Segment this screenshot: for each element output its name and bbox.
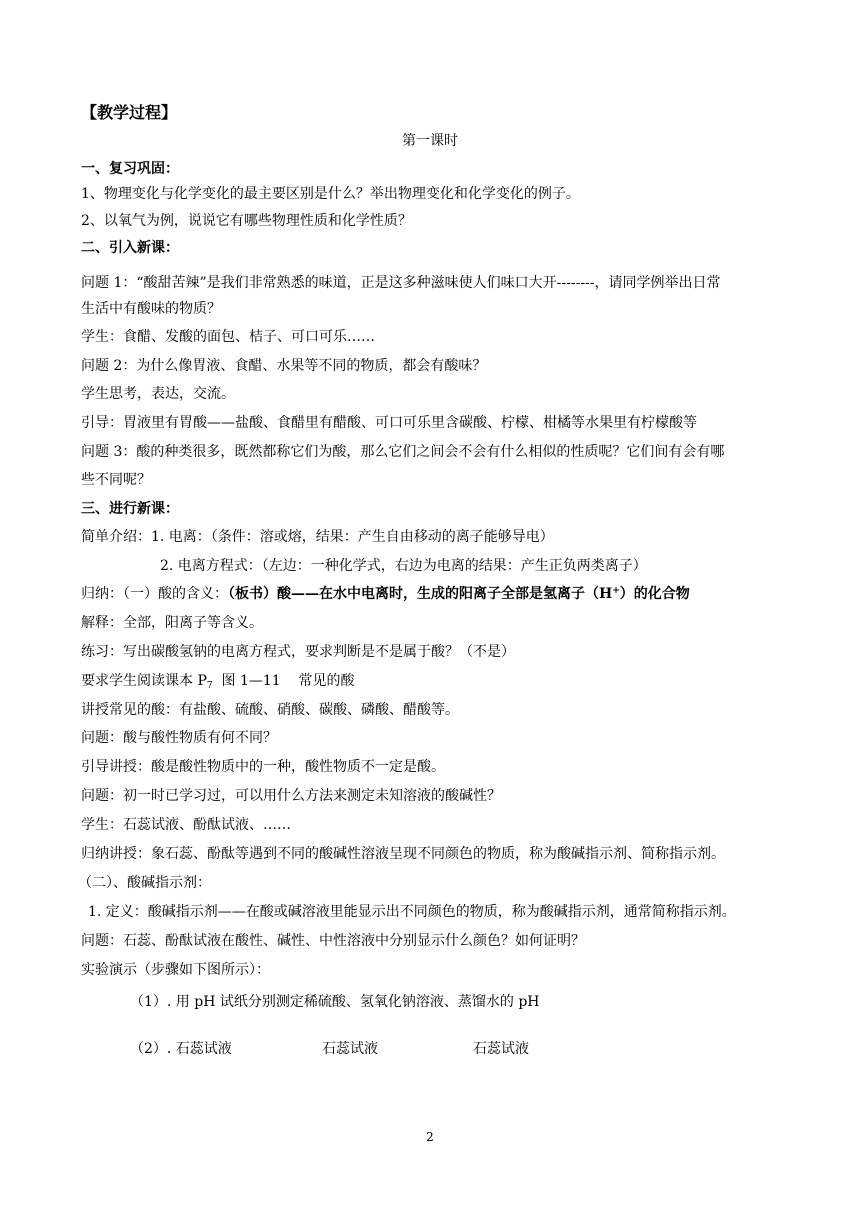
definition-bold-b: ）的化合物 <box>619 586 690 602</box>
summary: 归纳讲授：象石蕊、酚酞等遇到不同的酸碱性溶液呈现不同颜色的物质，称为酸碱指示剂、简称指示剂。 <box>81 846 725 862</box>
acid-definition <box>81 585 690 603</box>
definition-prefix: 归纳：（一）酸的含义： <box>81 586 228 602</box>
question-1-line-1: 问题 1：“酸甜苦辣”是我们非常熟悉的味道，正是这多种滋味使人们味口大开--------，请同学例举出日常 <box>81 275 721 291</box>
review-question-1: 1、物理变化与化学变化的最主要区别是什么？举出物理变化和化学变化的例子。 <box>81 186 580 202</box>
student-discussion: 学生思考，表达，交流。 <box>81 386 235 402</box>
question-difference: 问题：酸与酸性物质有何不同？ <box>81 730 277 746</box>
experiment-step-1: （1）. 用 pH 试纸分别测定稀硫酸、氢氧化钠溶液、蒸馏水的 pH <box>130 994 540 1010</box>
question-color: 问题：石蕊、酚酞试液在酸性、碱性、中性溶液中分别显示什么颜色？如何证明？ <box>81 933 585 949</box>
hydrogen-ion-charge: + <box>612 586 620 596</box>
reading-assignment <box>81 672 354 690</box>
explanation: 解释：全部，阳离子等含义。 <box>81 615 263 631</box>
lesson-title: 第一课时 <box>402 133 458 149</box>
experiment-step-2: （2）. 石蕊试液 <box>130 1041 232 1057</box>
reading-text-b: 图 1—11 常见的酸 <box>212 673 355 689</box>
review-question-2: 2、以氧气为例，说说它有哪些物理性质和化学性质？ <box>81 213 412 229</box>
student-answer-3: 学生：石蕊试液、酚酞试液、…… <box>81 817 291 833</box>
question-1-line-2: 生活中有酸味的物质？ <box>81 301 221 317</box>
new-lesson-title: 三、进行新课： <box>81 501 179 517</box>
reagent-label-2: 石蕊试液 <box>322 1041 378 1057</box>
practice: 练习：写出碳酸氢钠的电离方程式，要求判断是不是属于酸？（不是） <box>81 644 515 660</box>
intro-equation: 2. 电离方程式：（左边：一种化学式，右边为电离的结果：产生正负两类离子） <box>160 558 647 574</box>
intro-ionization: 简单介绍：1. 电离：（条件：溶或熔，结果：产生自由移动的离子能够导电） <box>81 529 554 545</box>
reagent-label-3: 石蕊试液 <box>473 1041 529 1057</box>
experiment-intro: 实验演示（步骤如下图所示）： <box>81 962 270 978</box>
guide-explanation: 引导讲授：酸是酸性物质中的一种，酸性物质不一定是酸。 <box>81 759 445 775</box>
question-3-line-1: 问题 3：酸的种类很多，既然都称它们为酸，那么它们之间会不会有什么相似的性质呢？它们间有会有哪 <box>81 444 725 460</box>
page-number: 2 <box>426 1130 434 1144</box>
guide-text: 引导：胃液里有胃酸——盐酸、食醋里有醋酸、可口可乐里含碳酸、柠檬、柑橘等水果里有柠檬酸等 <box>81 415 697 431</box>
definition-bold-a: （板书）酸——在水中电离时，生成的阳离子全部是氢离子（H <box>228 586 613 602</box>
question-testing: 问题：初一时已学习过，可以用什么方法来测定未知溶液的酸碱性？ <box>81 788 501 804</box>
question-3-line-2: 些不同呢？ <box>81 472 151 488</box>
reading-text-a: 要求学生阅读课本 P <box>81 673 207 689</box>
student-answer-1: 学生：食醋、发酸的面包、桔子、可口可乐…… <box>81 329 375 345</box>
common-acids: 讲授常见的酸：有盐酸、硫酸、硝酸、碳酸、磷酸、醋酸等。 <box>81 702 459 718</box>
review-title: 一、复习巩固： <box>81 161 179 177</box>
section-heading: 【教学过程】 <box>81 103 178 122</box>
page-subscript: 7 <box>206 681 213 691</box>
intro-title: 二、引入新课： <box>81 240 179 256</box>
indicator-subtitle: （二）、酸碱指示剂： <box>78 875 211 891</box>
question-2: 问题 2：为什么像胃液、食醋、水果等不同的物质，都会有酸味？ <box>81 358 487 374</box>
indicator-definition: 1. 定义：酸碱指示剂——在酸或碱溶液里能显示出不同颜色的物质，称为酸碱指示剂，通常简称指示剂。 <box>88 904 736 920</box>
